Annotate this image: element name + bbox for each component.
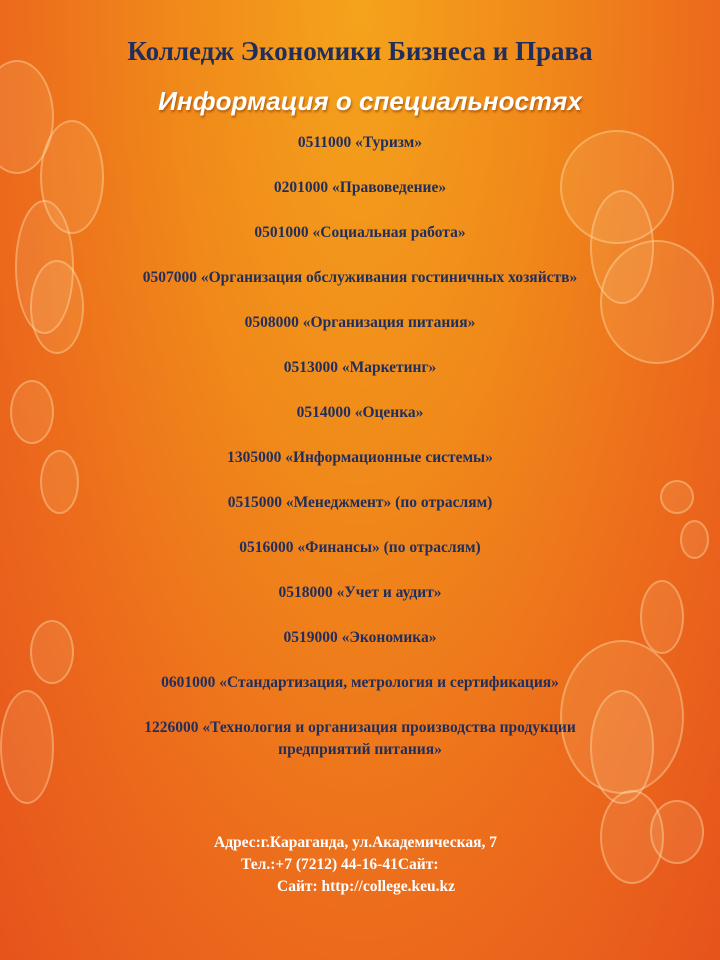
specialty-item: 0518000 «Учет и аудит» — [278, 584, 442, 601]
specialty-list — [0, 132, 720, 784]
phone-text: Тел.:+7 (7212) 44-16-41Сайт: — [241, 856, 439, 873]
specialty-item: 0515000 «Менеджмент» (по отраслям) — [227, 494, 493, 511]
address-text: Адрес:г.Караганда, ул.Академическая, 7 — [214, 834, 497, 851]
specialty-item: 0508000 «Организация питания» — [244, 314, 476, 331]
specialty-item: 0513000 «Маркетинг» — [283, 359, 437, 376]
contact-footer — [0, 832, 720, 898]
college-title: Колледж Экономики Бизнеса и Права — [127, 36, 593, 66]
website-link[interactable]: Сайт: http://college.keu.kz — [277, 878, 455, 895]
specialty-item: 0511000 «Туризм» — [297, 134, 423, 151]
specialty-item: 0516000 «Финансы» (по отраслям) — [239, 539, 481, 556]
specialty-item: 0507000 «Организация обслуживания гостиничных хозяйств» — [142, 269, 578, 286]
specialty-item: 0601000 «Стандартизация, метрология и сертификация» — [161, 674, 559, 691]
specialty-item: 0201000 «Правоведение» — [273, 179, 447, 196]
specialty-item: 0514000 «Оценка» — [296, 404, 424, 421]
specialties-subtitle: Информация о специальностях — [158, 86, 582, 116]
specialty-item: 1305000 «Информационные системы» — [227, 449, 493, 466]
specialty-item: 1226000 «Технология и организация производства продукции предприятий питания» — [144, 719, 576, 758]
specialty-item: 0501000 «Социальная работа» — [254, 224, 466, 241]
specialty-item: 0519000 «Экономика» — [283, 629, 437, 646]
